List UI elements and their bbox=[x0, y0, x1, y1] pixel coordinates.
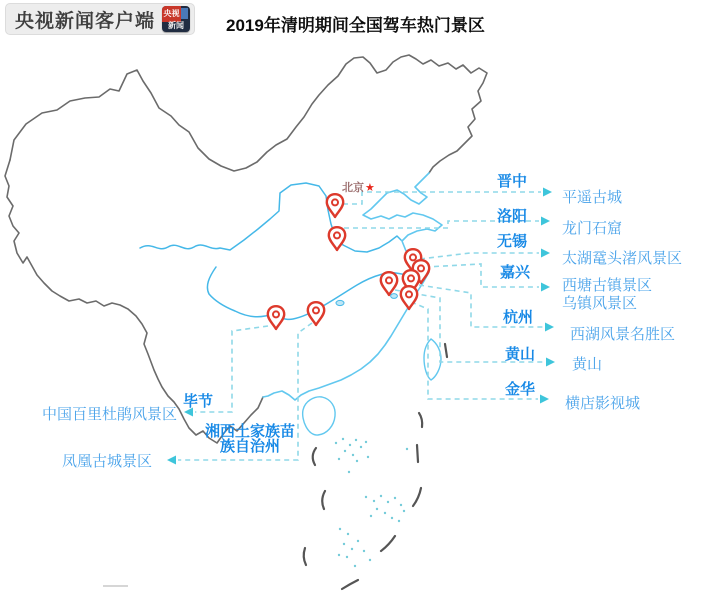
scenic-label-longmen: 龙门石窟 bbox=[562, 220, 623, 237]
scenic-label-xitang: 西塘古镇景区 bbox=[562, 277, 653, 294]
beijing-label bbox=[342, 179, 375, 195]
hainan-island bbox=[303, 397, 335, 435]
logo-text-bottom: 新闻 bbox=[168, 21, 185, 30]
city-label-bijie: 毕节 bbox=[183, 393, 214, 410]
nine-dash-line bbox=[304, 344, 447, 589]
rivers bbox=[140, 183, 424, 319]
city-label-xiangxi-line2: 族自治州 bbox=[219, 438, 280, 455]
city-label-jinzhong: 晋中 bbox=[497, 173, 528, 190]
city-label-hangzhou: 杭州 bbox=[503, 309, 534, 326]
scenic-label-xihu: 西湖风景名胜区 bbox=[570, 326, 676, 343]
scenic-label-jiaxing-group bbox=[562, 277, 652, 313]
city-label-huangshan: 黄山 bbox=[505, 346, 536, 363]
scenic-label-hengdian: 横店影视城 bbox=[565, 395, 641, 412]
map-pin bbox=[329, 227, 345, 250]
cctv-news-logo-icon bbox=[162, 6, 190, 32]
connector-wuxi bbox=[420, 253, 539, 259]
page-title: 2019年清明期间全国驾车热门景区 bbox=[226, 16, 485, 35]
city-label-luoyang: 洛阳 bbox=[497, 208, 528, 225]
beijing-star-icon: ★ bbox=[365, 182, 375, 194]
map-pin bbox=[401, 286, 417, 309]
map-pins bbox=[268, 194, 429, 329]
city-label-jiaxing: 嘉兴 bbox=[500, 264, 531, 281]
south-sea-islets bbox=[335, 438, 408, 567]
scenic-label-baili-dujuan: 中国百里杜鹃风景区 bbox=[42, 406, 178, 423]
app-header bbox=[5, 3, 195, 35]
city-label-wuxi: 无锡 bbox=[497, 233, 528, 250]
scenic-label-wuzhen: 乌镇风景区 bbox=[562, 295, 638, 312]
taiwan-island bbox=[424, 339, 441, 380]
map-pin bbox=[268, 306, 284, 329]
scenic-label-fenghuang: 凤凰古城景区 bbox=[62, 453, 153, 470]
city-label-xiangxi bbox=[199, 424, 301, 454]
beijing-name: 北京 bbox=[342, 182, 364, 194]
city-label-xiangxi-line1: 湘西土家族苗 bbox=[204, 423, 295, 440]
app-name-label: 央视新闻客户端 bbox=[15, 10, 156, 32]
map-pin bbox=[381, 272, 397, 295]
scenic-label-huangshan: 黄山 bbox=[572, 356, 603, 373]
map-pin bbox=[308, 302, 324, 325]
city-label-jinhua: 金华 bbox=[505, 381, 536, 398]
scenic-label-pingyao: 平遥古城 bbox=[562, 189, 623, 206]
logo-text-top: 央视 bbox=[162, 6, 181, 22]
scenic-label-taihu: 太湖鼋头渚风景区 bbox=[562, 250, 683, 267]
callout-connectors bbox=[178, 192, 544, 460]
